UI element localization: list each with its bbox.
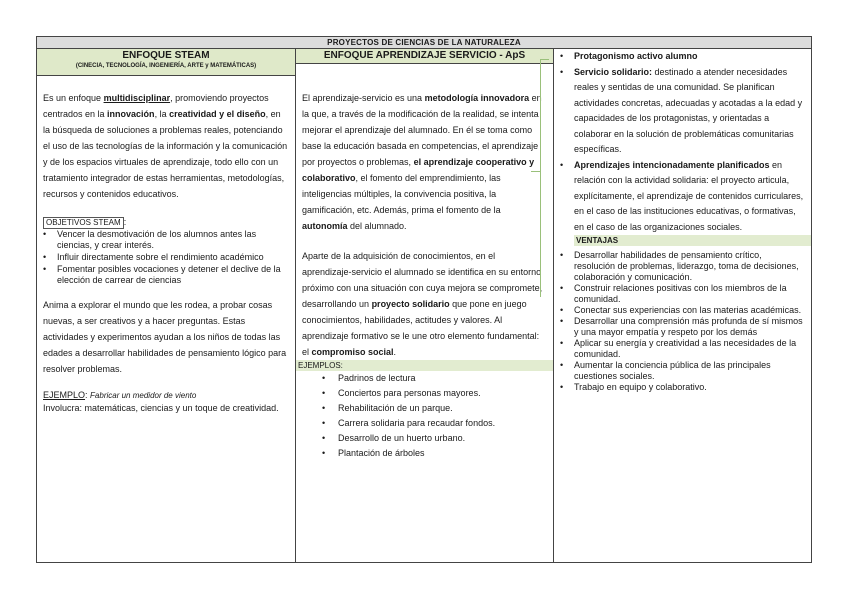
steam-heading: ENFOQUE STEAM: [122, 50, 210, 61]
list-item: • Fomentar posibles vocaciones y detener el declive de la elección de carrear de ciencias: [37, 264, 295, 286]
ejemplo-line: [37, 377, 295, 402]
list-item: • Plantación de árboles: [296, 446, 553, 461]
list-item: • Aplicar su energía y creatividad a las necesidades de la comunidad.: [554, 338, 811, 360]
list-item: • Rehabilitación de un parque.: [296, 401, 553, 416]
ventajas-list: [554, 246, 811, 393]
list-item: • Influir directamente sobre el rendimiento académico: [37, 252, 295, 263]
steam-anima: Anima a explorar el mundo que les rodea, a probar cosas nuevas, a ser creativos y a hacer preguntas. Estas actividades y experimentos ayudan a los niños de todas las edades a desarrollar habilidades de pensamiento lógico para resolver problemas.: [43, 300, 287, 374]
objetivos-heading: [37, 202, 295, 229]
aps-text: El aprendizaje-servicio es una: [302, 93, 425, 103]
steam-intro-bold: innovación: [107, 109, 155, 119]
aps-paragraph-2: [296, 234, 553, 360]
list-item: • Conciertos para personas mayores.: [296, 386, 553, 401]
list-item: • Carrera solidaria para recaudar fondos.: [296, 416, 553, 431]
characteristic-bold: Protagonismo activo alumno: [574, 51, 698, 61]
involucra-text: Involucra: matemáticas, ciencias y un toque de creatividad.: [43, 403, 279, 413]
aps-text: que pone en juego conocimientos, habilidades, actitudes y valores. Al aprendizaje formativo se le une otro elemento fundamental: el: [302, 299, 540, 357]
list-item: • Padrinos de lectura: [296, 371, 553, 386]
steam-intro-text: , la: [154, 109, 170, 119]
aps-column: [296, 49, 554, 562]
list-item: [554, 49, 811, 65]
list-item: • Construir relaciones positivas con los miembros de la comunidad.: [554, 283, 811, 305]
list-item: • Trabajo en equipo y colaborativo.: [554, 382, 811, 393]
objetivos-list: [37, 229, 295, 286]
document-table: [36, 36, 812, 563]
ejemplo-text: Fabricar un medidor de viento: [90, 391, 197, 400]
aps-bold: proyecto solidario: [371, 299, 450, 309]
characteristics-list: [554, 49, 811, 235]
ejemplos-label: EJEMPLOS:: [296, 360, 553, 371]
steam-intro: [37, 76, 295, 202]
list-item: • Desarrollo de un huerto urbano.: [296, 431, 553, 446]
aps-text: , el fomento del emprendimiento, las inteligencias múltiples, la convivencia positiva, la gamificación, etc. Además, prima el fomento de la: [302, 173, 501, 215]
steam-intro-bold: multidisciplinar: [103, 93, 171, 103]
objetivos-colon: :: [123, 217, 127, 227]
aps-paragraph-1: [296, 64, 553, 234]
list-item: • Vencer la desmotivación de los alumnos antes las ciencias, y crear interés.: [37, 229, 295, 251]
aps-bold: metodología innovadora: [424, 93, 530, 103]
ejemplo-label: EJEMPLO: [43, 390, 86, 400]
list-item: • Conectar sus experiencias con las materias académicas.: [554, 305, 811, 316]
aps-heading: ENFOQUE APRENDIZAJE SERVICIO - ApS: [296, 49, 553, 64]
list-item: • Desarrollar habilidades de pensamiento crítico, resolución de problemas, liderazgo, toma de decisiones, colaboración y comunicación.: [554, 250, 811, 283]
steam-intro-text: , en la búsqueda de soluciones a problemas reales, potenciando el uso de las tecnologías de la información y la comunicación y de los espacios virtuales de aprendizaje, todo ello con un tratamiento integrador de estas herramientas, metodologías, recursos y contenidos educativos.: [43, 109, 288, 199]
characteristic-text: en relación con la actividad solidaria: el proyecto articula, explícitamente, el aprendizaje de contenidos curriculares, en el caso de las instituciones educativas, o formativas, en el caso de las organizaciones sociales.: [574, 159, 804, 232]
ejemplo-colon: :: [85, 390, 88, 400]
aps-characteristics-column: [554, 49, 811, 562]
bracket-connector: [540, 59, 549, 297]
steam-intro-text: Es un enfoque: [43, 93, 104, 103]
aps-bold: autonomía: [302, 221, 348, 231]
document-title: PROYECTOS DE CIENCIAS DE LA NATURALEZA: [37, 37, 811, 49]
list-item: [554, 158, 811, 236]
aps-text: Aparte de la adquisición de conocimientos, en el aprendizaje-servicio el alumnado se identifica en su entorno próximo con una situación con cuya mejora se compromete, desarrollando un: [302, 251, 543, 309]
objetivos-label: OBJETIVOS STEAM: [43, 217, 124, 229]
steam-column: [37, 49, 296, 562]
aps-bold: el aprendizaje cooperativo y colaborativo: [302, 157, 535, 183]
list-item: [554, 65, 811, 158]
characteristic-bold: Aprendizajes intencionadamente planificados: [574, 159, 770, 170]
steam-subheading: (CINECIA, TECNOLOGÍA, INGENIERÍA, ARTE y MATEMÁTICAS): [75, 63, 257, 69]
list-item: • Aumentar la conciencia pública de las principales cuestiones sociales.: [554, 360, 811, 382]
aps-text: en la que, a través de la modificación de la realidad, se intenta mejorar el aprendizaje del alumnado. En él se toma como base la educación basada en competencias, el aprendizaje por proyectos o problemas,: [302, 93, 542, 167]
aps-text: .: [393, 347, 397, 357]
aps-bold: compromiso social: [311, 347, 394, 357]
aps-text: del alumnado.: [347, 221, 407, 231]
characteristic-bold: Servicio solidario:: [574, 66, 653, 77]
characteristic-text: destinado a atender necesidades reales y sentidas de una comunidad. Se planifican actividades concretas, adecuadas y acotadas a la edad y capacidades de los protagonistas, y orientadas a colaborar en la solución de problemáticas comunitarias específicas.: [574, 66, 803, 154]
ventajas-label: VENTAJAS: [574, 235, 811, 246]
list-item: • Desarrollar una comprensión más profunda de sí mismos y una mayor empatía y respeto por los demás: [554, 316, 811, 338]
ejemplos-list: [296, 371, 553, 461]
steam-intro-bold: creatividad y el diseño: [169, 109, 266, 119]
steam-intro-text: , promoviendo proyectos centrados en la: [43, 93, 269, 119]
steam-header: [37, 49, 295, 76]
